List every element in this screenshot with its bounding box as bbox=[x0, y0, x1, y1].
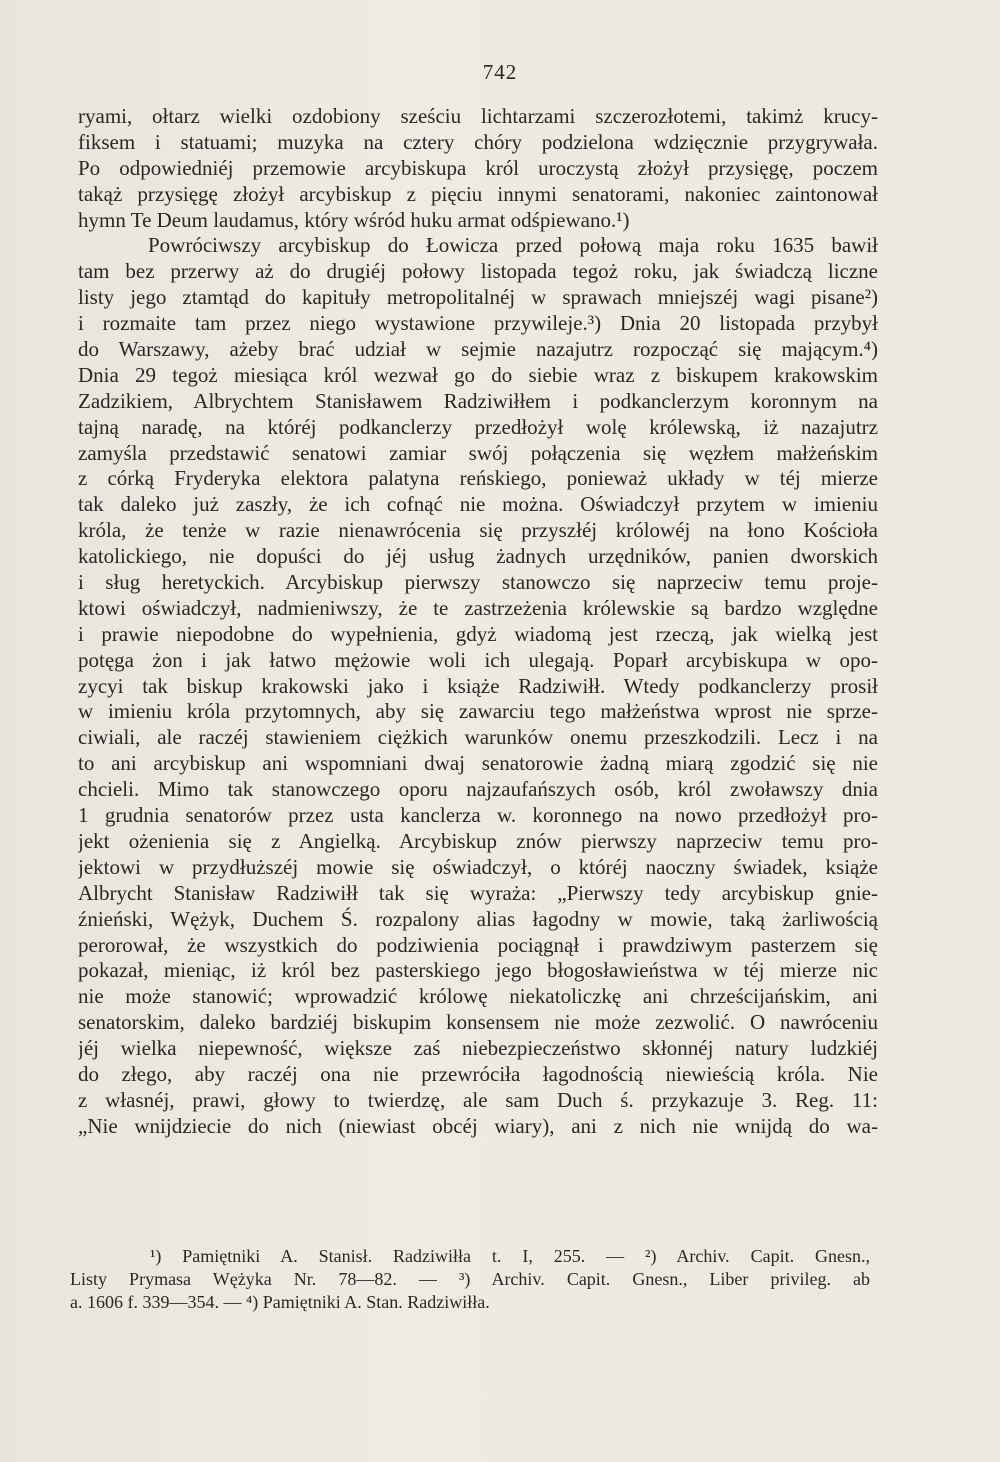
text-line: i sług heretyckich. Arcybiskup pierwszy stanowczo się naprzeciw temu proje- bbox=[78, 570, 878, 595]
footnotes bbox=[70, 1245, 870, 1314]
page-number: 742 bbox=[482, 60, 518, 84]
text-line: listy jego ztamtąd do kapituły metropolitalnéj w sprawach mniejszéj wagi pisane²) bbox=[78, 285, 878, 310]
text-line: z własnéj, prawi, głowy to twierdzę, ale sam Duch ś. przykazuje 3. Reg. 11: bbox=[78, 1087, 878, 1112]
text-line: zamyśla przedstawić senatowi zamiar swój połączenia się węzłem małżeńskim bbox=[78, 440, 878, 465]
text-line: jektowi w przydłuższéj mowie się oświadczył, o któréj naoczny świadek, książe bbox=[78, 854, 878, 879]
text-line: jéj wielka niepewność, większe zaś niebezpieczeństwo skłonnéj natury ludzkiéj bbox=[78, 1036, 878, 1061]
text-line: i prawie niepodobne do wypełnienia, gdyż wiadomą jest rzeczą, jak wielką jest bbox=[78, 621, 878, 646]
text-line: ktowi oświadczył, nadmieniwszy, że te zastrzeżenia królewskie są bardzo względne bbox=[78, 595, 878, 620]
text-line: Zadzikiem, Albrychtem Stanisławem Radziwiłłem i podkanclerzym koronnym na bbox=[78, 388, 878, 413]
text-line: to ani arcybiskup ani wspomniani dwaj senatorowie żadną miarą zgodzić się nie bbox=[78, 751, 878, 776]
text-line: źnieński, Wężyk, Duchem Ś. rozpalony alias łagodny w mowie, taką żarliwością bbox=[78, 906, 878, 931]
footnote-line: Listy Prymasa Wężyka Nr. 78—82. — ³) Archiv. Capit. Gnesn., Liber privileg. ab bbox=[70, 1269, 870, 1289]
text-line: tajną naradę, na któréj podkanclerzy przedłożył wolę królewską, iż nazajutrz bbox=[78, 414, 878, 439]
text-line: pokazał, mieniąc, iż król bez pasterskiego jego błogosławieństwa w téj mierze nic bbox=[78, 958, 878, 983]
text-line: nie może stanowić; wprowadzić królowę niekatoliczkę ani chrześcijańskim, ani bbox=[78, 984, 878, 1009]
text-line: z córką Fryderyka elektora palatyna reńskiego, ponieważ układy w téj mierze bbox=[78, 466, 878, 491]
footnote-line: ¹) Pamiętniki A. Stanisł. Radziwiłła t. I, 255. — ²) Archiv. Capit. Gnesn., bbox=[150, 1246, 870, 1266]
text-line: senatorskim, daleko bardziéj biskupim konsensem nie może zezwolić. O nawróceniu bbox=[78, 1010, 878, 1035]
text-line: „Nie wnijdziecie do nich (niewiast obcéj wiary), ani z nich nie wnijdą do wa- bbox=[78, 1113, 878, 1138]
text-line: tam bez przerwy aż do drugiéj połowy listopada tegoż roku, jak świadczą liczne bbox=[78, 259, 878, 284]
text-line: perorował, że wszystkich do podziwienia pociągnął i prawdziwym pasterzem się bbox=[78, 932, 878, 957]
text-line: chcieli. Mimo tak stanowczego oporu najzaufańszych osób, król zwoławszy dnia bbox=[78, 777, 878, 802]
text-line: do Warszawy, ażeby brać udział w sejmie nazajutrz rozpocząć się mającym.⁴) bbox=[78, 337, 878, 362]
text-line: zycyi tak biskup krakowski jako i książe Radziwiłł. Wtedy podkanclerzy prosił bbox=[78, 673, 878, 698]
text-line: Po odpowiedniéj przemowie arcybiskupa król uroczystą złożył przysięgę, poczem bbox=[78, 155, 878, 180]
text-line: w imieniu króla przytomnych, aby się zawarciu tego małżeństwa wprost nie sprze- bbox=[78, 699, 878, 724]
text-line: jekt ożenienia się z Angielką. Arcybiskup znów pierwszy naprzeciw temu pro- bbox=[78, 828, 878, 853]
text-line: fiksem i statuami; muzyka na cztery chóry podzielona wdzięcznie przygrywała. bbox=[78, 129, 878, 154]
text-line: takąż przysięgę złożył arcybiskup z pięciu innymi senatorami, nakoniec zaintonował bbox=[78, 181, 878, 206]
text-line: ryami, ołtarz wielki ozdobiony sześciu lichtarzami szczerozłotemi, takimż krucy- bbox=[78, 104, 878, 128]
text-line: tak daleko już zaszły, że ich cofnąć nie można. Oświadczył przytem w imieniu bbox=[78, 492, 878, 517]
text-line: do złego, aby raczéj ona nie przewróciła łagodnością niewieścią króla. Nie bbox=[78, 1061, 878, 1086]
text-line: 1 grudnia senatorów przez usta kanclerza w. koronnego na nowo przedłożył pro- bbox=[78, 803, 878, 828]
text-line: i rozmaite tam przez niego wystawione przywileje.³) Dnia 20 listopada przybył bbox=[78, 311, 878, 336]
body-text bbox=[78, 104, 878, 1140]
text-line: potęga żon i jak łatwo mężowie woli ich ulegają. Poparł arcybiskupa w opo- bbox=[78, 647, 878, 672]
text-line: Dnia 29 tegoż miesiąca król wezwał go do siebie wraz z biskupem krakowskim bbox=[78, 362, 878, 387]
text-line: Powróciwszy arcybiskup do Łowicza przed połową maja roku 1635 bawił bbox=[148, 233, 878, 258]
text-line: ciwiali, ale raczéj stawieniem ciężkich warunków onemu przeszkodzili. Lecz i na bbox=[78, 725, 878, 750]
footnote-line: a. 1606 f. 339—354. — ⁴) Pamiętniki A. Stan. Radziwiłła. bbox=[70, 1292, 490, 1312]
text-line: króla, że tenże w razie nienawrócenia się przyszłéj królowéj na łono Kościoła bbox=[78, 518, 878, 543]
text-line: hymn Te Deum laudamus, który wśród huku armat odśpiewano.¹) bbox=[78, 207, 630, 232]
text-line: Albrycht Stanisław Radziwiłł tak się wyraża: „Pierwszy tedy arcybiskup gnie- bbox=[78, 880, 878, 905]
text-line: katolickiego, nie dopuści do jéj usług żadnych urzędników, panien dworskich bbox=[78, 544, 878, 569]
